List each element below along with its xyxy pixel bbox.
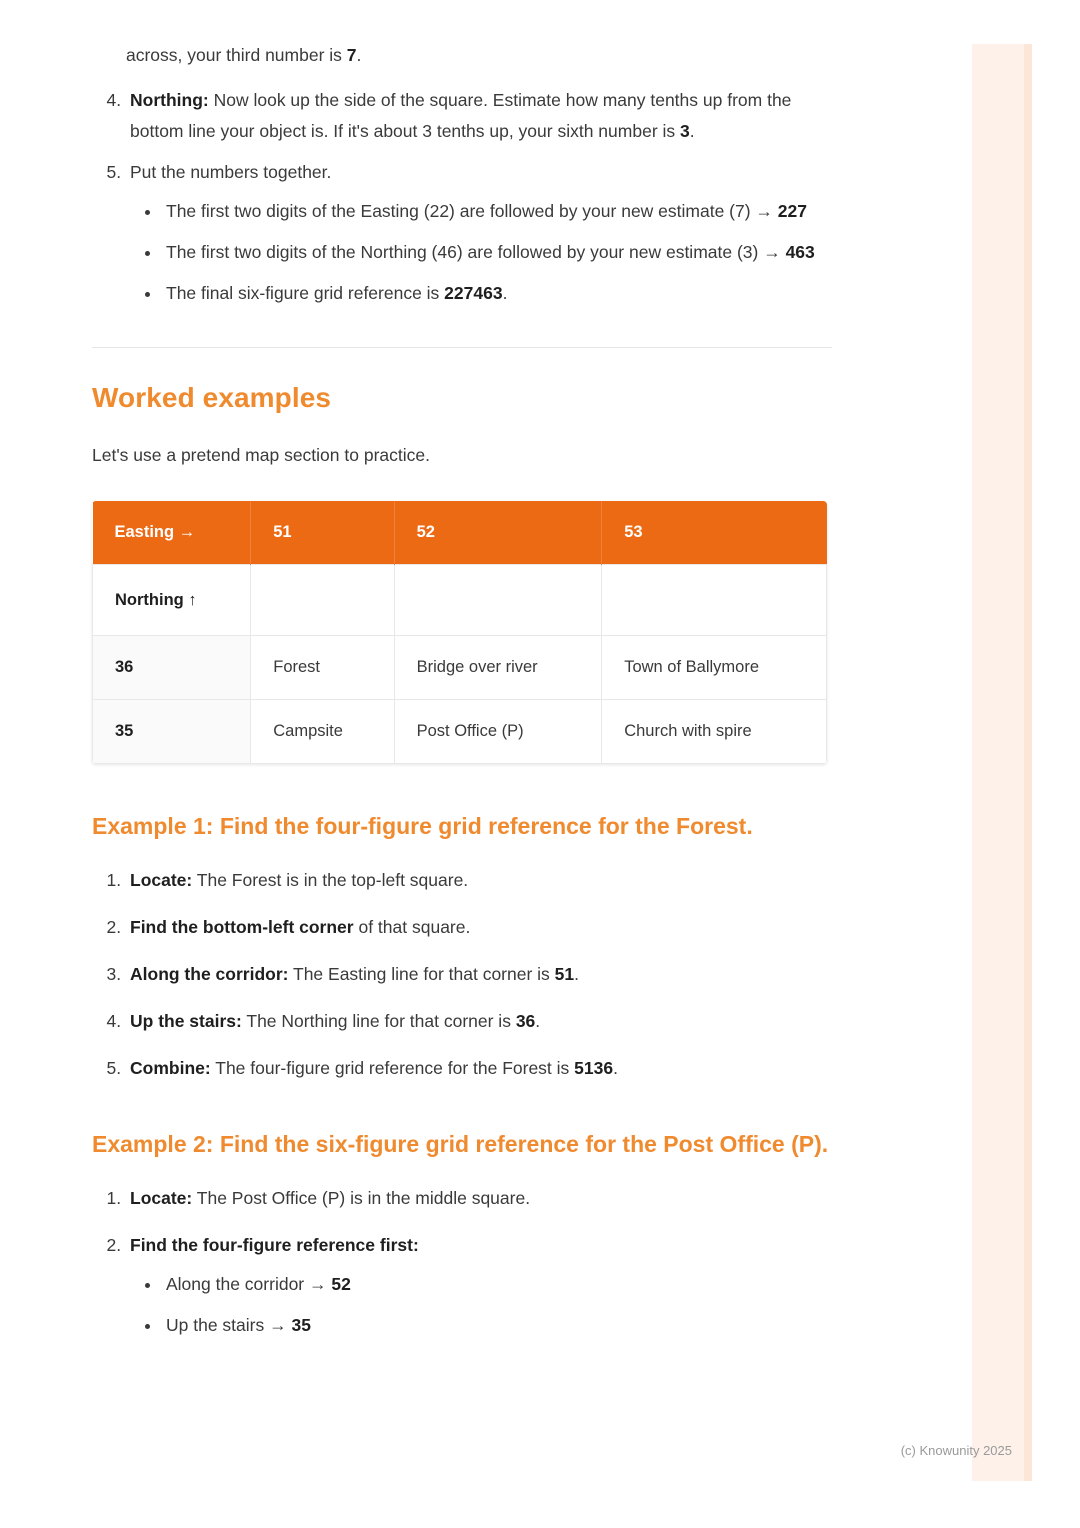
bullet-text: Up the stairs →	[166, 1315, 292, 1335]
table-header	[93, 501, 827, 565]
bullet-text: The first two digits of the Northing (46) are followed by your new estimate (3) →	[166, 242, 786, 262]
list-item	[126, 959, 832, 990]
page-side-stripe-edge	[1024, 44, 1032, 1481]
list-item	[162, 196, 832, 227]
example-1-steps	[92, 865, 832, 1084]
step-put-together-text: Put the numbers together.	[130, 162, 332, 182]
list-item	[162, 278, 832, 309]
continued-sentence-tail: .	[356, 45, 362, 65]
step-label: Locate:	[130, 1188, 193, 1208]
bullet-tail: .	[502, 283, 508, 303]
step-label: Up the stairs:	[130, 1011, 242, 1031]
list-item	[126, 1053, 832, 1084]
document-page	[92, 40, 832, 1385]
step-tail: .	[613, 1058, 618, 1078]
bullet-value: 463	[785, 242, 815, 262]
continued-sentence	[126, 40, 832, 71]
step-label: Find the four-figure reference first:	[130, 1235, 419, 1255]
bullet-value: 227463	[444, 283, 503, 303]
table-header-cell-51: 51	[251, 501, 394, 565]
step-text: The Forest is in the top-left square.	[192, 870, 469, 890]
example-2-steps	[92, 1183, 832, 1341]
example-1-title: Example 1: Find the four-figure grid reference for the Forest.	[92, 813, 753, 839]
example-1-block	[92, 810, 832, 1084]
step-text: The Easting line for that corner is	[288, 964, 555, 984]
table-header-row	[93, 501, 827, 565]
table-row	[93, 565, 827, 636]
step-label: Along the corridor:	[130, 964, 289, 984]
step-text: The four-figure grid reference for the Forest is	[210, 1058, 575, 1078]
list-item	[162, 1269, 832, 1300]
table-cell: Post Office (P)	[394, 700, 602, 764]
bullet-text: The first two digits of the Easting (22) are followed by your new estimate (7) →	[166, 201, 778, 221]
table-cell	[251, 565, 394, 636]
example-2-title: Example 2: Find the six-figure grid reference for the Post Office (P).	[92, 1131, 829, 1157]
table-row	[93, 700, 827, 764]
bullet-text: The final six-figure grid reference is	[166, 283, 445, 303]
table-row-head-northing: Northing ↑	[93, 565, 251, 636]
list-item	[162, 1310, 832, 1341]
example-2-sub-bullets	[130, 1269, 832, 1341]
example-2-block	[92, 1128, 832, 1341]
table-row	[93, 636, 827, 700]
worked-examples-intro: Let's use a pretend map section to practice.	[92, 445, 430, 465]
list-item	[126, 1183, 832, 1214]
table-row-head-36: 36	[93, 636, 251, 700]
step-label: Locate:	[130, 870, 193, 890]
step-value: 51	[554, 964, 575, 984]
grid-reference-table	[92, 501, 827, 764]
bullet-text: Along the corridor →	[166, 1274, 332, 1294]
step-tail: .	[574, 964, 580, 984]
table-cell: Town of Ballymore	[602, 636, 827, 700]
table-header-cell-52: 52	[394, 501, 602, 565]
step-northing-value: 3	[680, 121, 690, 141]
step-put-together	[126, 157, 832, 309]
list-item	[126, 1006, 832, 1037]
table-cell: Forest	[251, 636, 394, 700]
table-header-cell-53: 53	[602, 501, 827, 565]
step-text: The Northing line for that corner is	[241, 1011, 516, 1031]
put-together-bullets	[130, 196, 832, 309]
step-tail: .	[535, 1011, 541, 1031]
list-item	[126, 912, 832, 943]
table-cell	[394, 565, 602, 636]
step-value: 36	[515, 1011, 536, 1031]
steps-list-top	[92, 85, 832, 309]
step-value: 5136	[574, 1058, 614, 1078]
table-cell: Campsite	[251, 700, 394, 764]
step-label: Combine:	[130, 1058, 211, 1078]
bullet-value: 227	[777, 201, 807, 221]
list-item	[126, 865, 832, 896]
table-header-cell-easting: Easting →	[93, 501, 251, 565]
bullet-value: 52	[331, 1274, 351, 1294]
step-label: Find the bottom-left corner	[130, 917, 354, 937]
table-cell: Bridge over river	[394, 636, 602, 700]
step-text: of that square.	[353, 917, 471, 937]
page-side-stripe	[972, 44, 1032, 1481]
table-body	[93, 565, 827, 764]
step-northing-label: Northing:	[130, 90, 209, 110]
step-northing-tail: .	[689, 121, 695, 141]
list-item	[126, 1230, 832, 1341]
step-northing-text: Now look up the side of the square. Estimate how many tenths up from the bottom line your object is. If it's about 3 tenths up, your sixth number is	[130, 90, 792, 141]
table-row-head-35: 35	[93, 700, 251, 764]
section-divider	[92, 347, 832, 348]
continued-sentence-value: 7	[346, 45, 357, 65]
list-item	[162, 237, 832, 268]
table-cell	[602, 565, 827, 636]
table-cell: Church with spire	[602, 700, 827, 764]
page-title: Worked examples	[92, 382, 332, 413]
step-text: The Post Office (P) is in the middle square.	[192, 1188, 531, 1208]
copyright-notice: (c) Knowunity 2025	[900, 1443, 1012, 1458]
continued-sentence-text: across, your third number is	[126, 45, 347, 65]
bullet-value: 35	[291, 1315, 311, 1335]
step-northing	[126, 85, 832, 147]
